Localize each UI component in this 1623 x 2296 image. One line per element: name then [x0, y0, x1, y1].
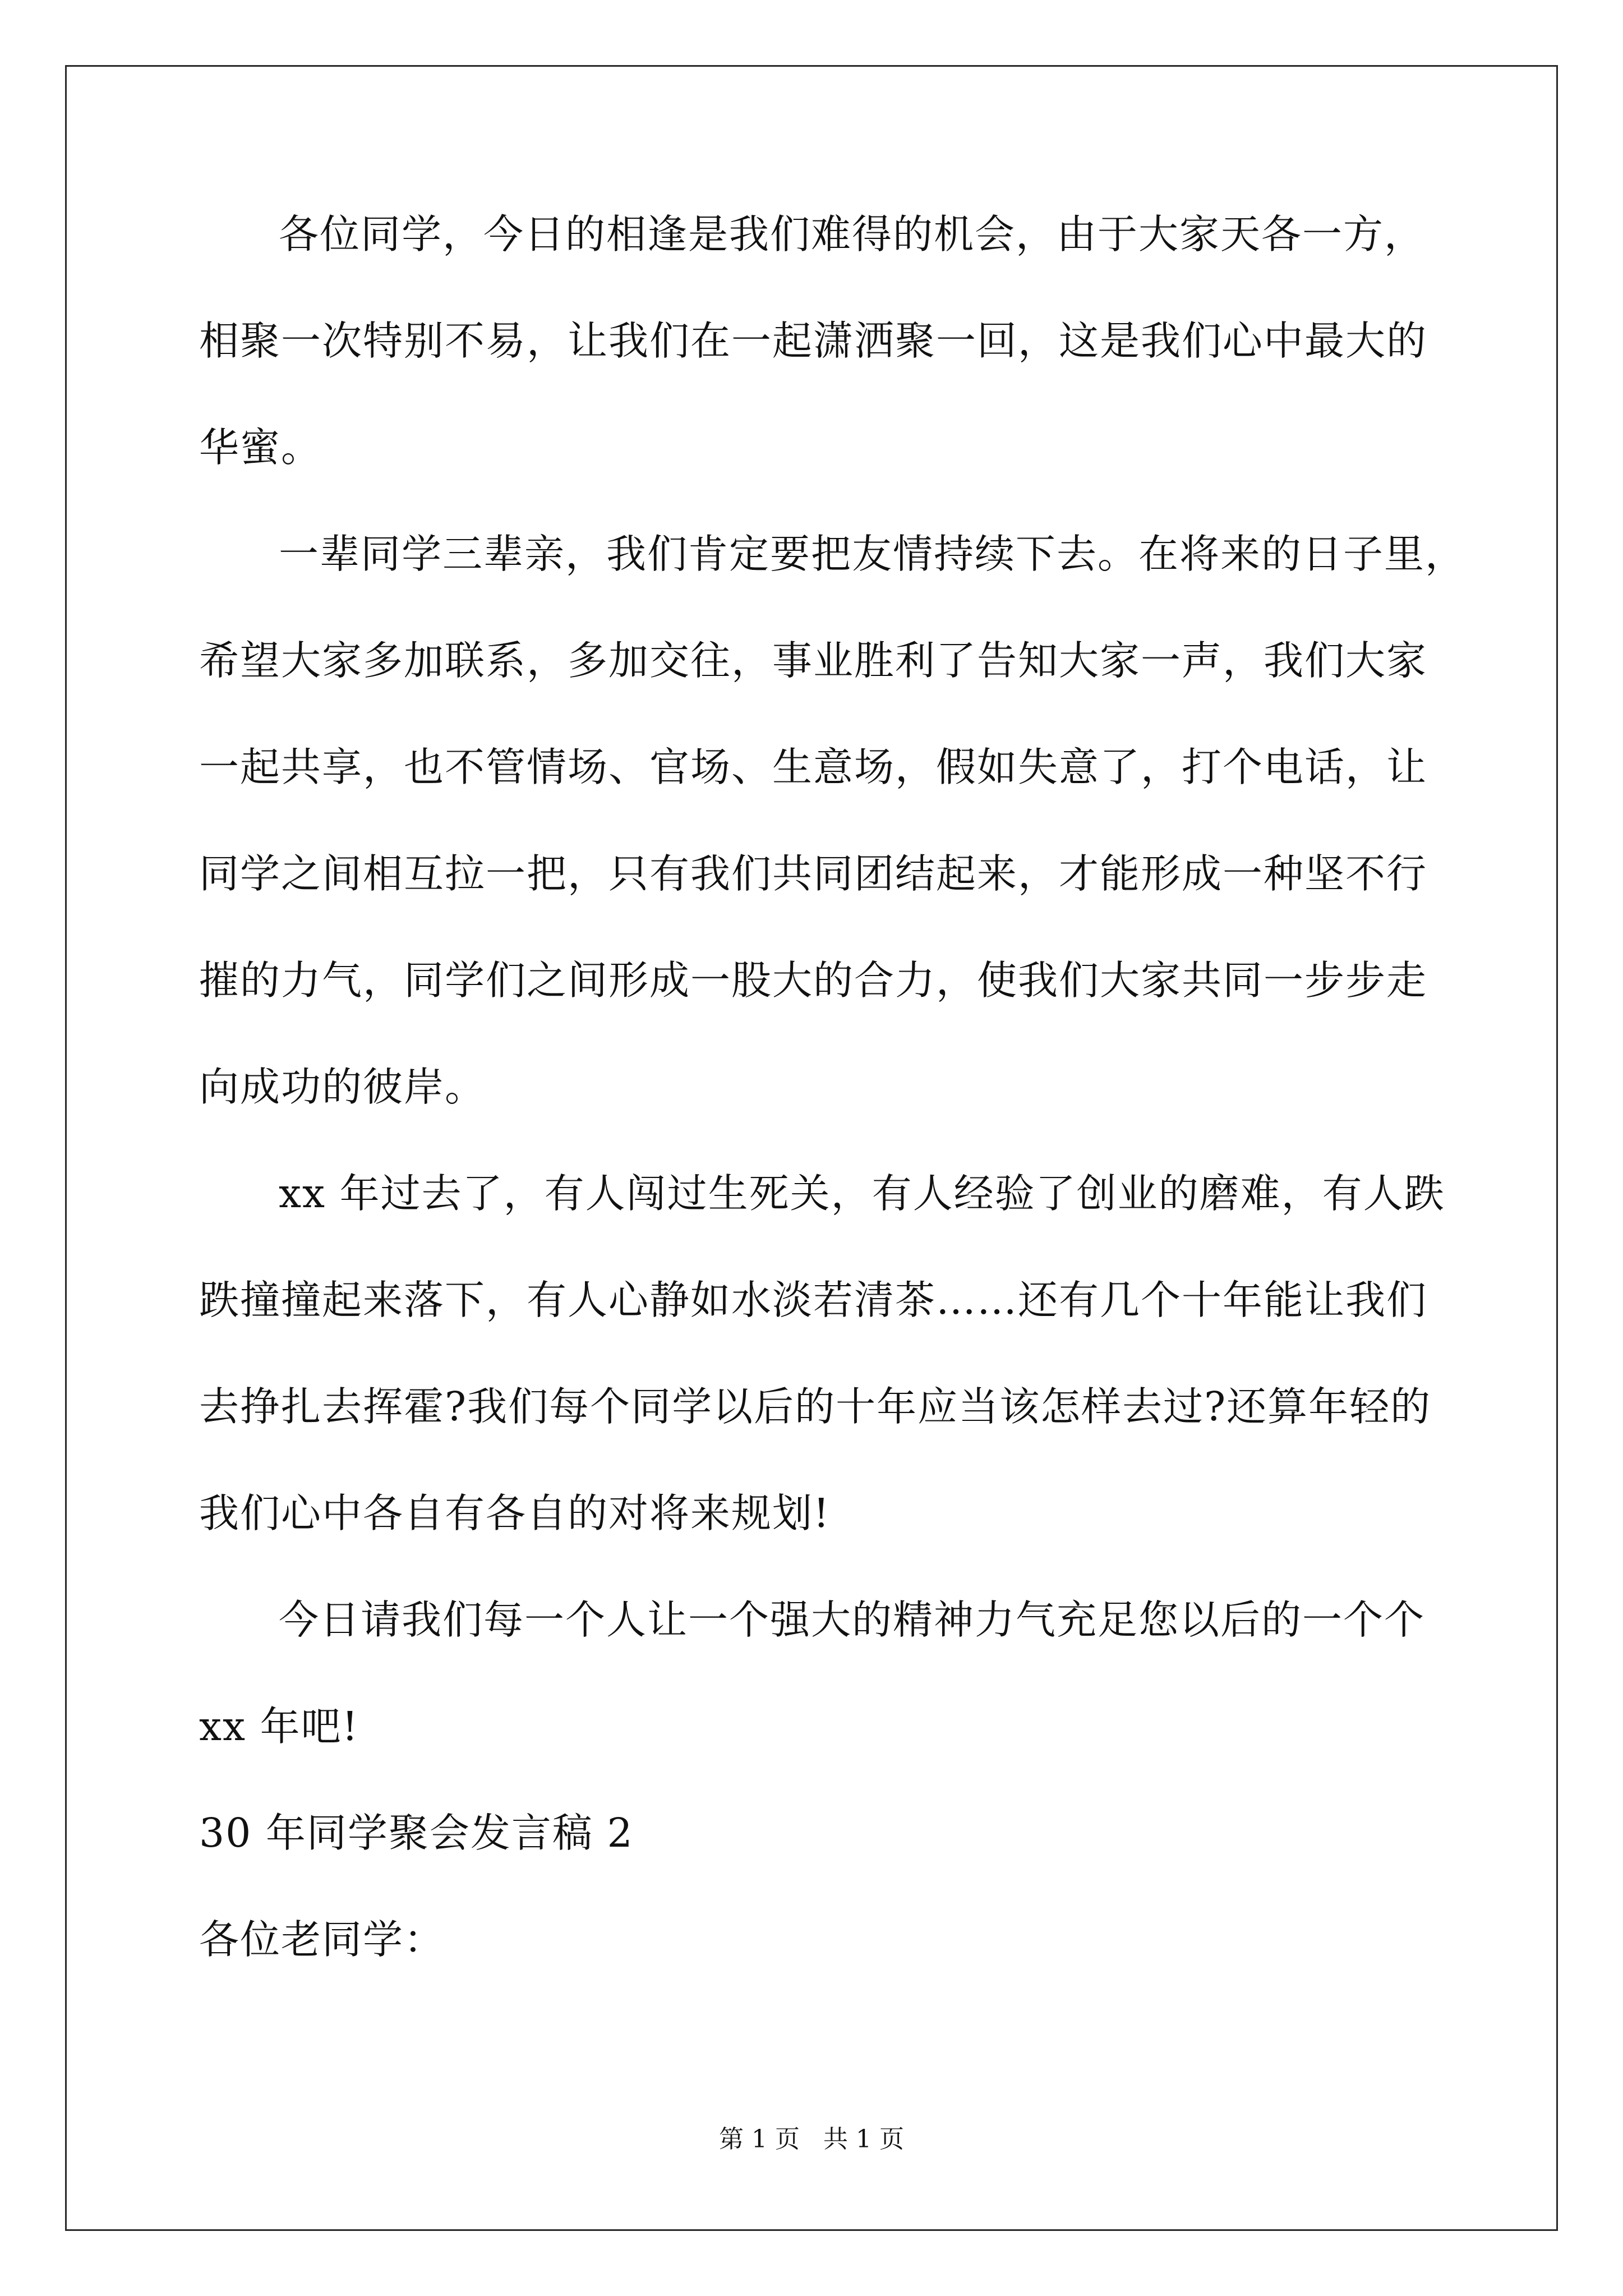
paragraph-3-line-2: 跌撞撞起来落下，有人心静如水淡若清茶……还有几个十年能让我们 [199, 1277, 1428, 1323]
paragraph-4-line-1: 今日请我们每一个人让一个强大的精神力气充足您以后的一个个 [279, 1596, 1426, 1643]
paragraph-4-line-2: xx 年吧! [199, 1703, 359, 1750]
paragraph-2-line-5: 摧的力气，同学们之间形成一股大的合力，使我们大家共同一步步走 [199, 957, 1428, 1004]
paragraph-1-line-2: 相聚一次特别不易，让我们在一起潇洒聚一回，这是我们心中最大的 [199, 318, 1428, 364]
paragraph-3-line-3: 去挣扎去挥霍?我们每个同学以后的十年应当该怎样去过?还算年轻的 [199, 1383, 1432, 1430]
paragraph-2-line-6: 向成功的彼岸。 [199, 1064, 486, 1110]
paragraph-1-line-3: 华蜜。 [199, 424, 322, 471]
section-heading: 30 年同学聚会发言稿 2 [199, 1810, 634, 1856]
paragraph-1-line-1: 各位同学，今日的相逢是我们难得的机会，由于大家天各一方， [279, 211, 1426, 257]
page-footer: 第 1 页 共 1 页 [719, 2125, 904, 2154]
paragraph-3-line-1: xx 年过去了，有人闯过生死关，有人经验了创业的磨难，有人跌 [279, 1170, 1445, 1217]
paragraph-2-line-2: 希望大家多加联系，多加交往，事业胜利了告知大家一声，我们大家 [199, 637, 1428, 684]
page-border [65, 65, 1558, 2231]
paragraph-3-line-4: 我们心中各自有各自的对将来规划! [199, 1490, 831, 1536]
paragraph-2-line-3: 一起共享，也不管情场、官场、生意场，假如失意了，打个电话，让 [199, 744, 1428, 790]
paragraph-2-line-1: 一辈同学三辈亲，我们肯定要把友情持续下去。在将来的日子里， [279, 531, 1467, 577]
paragraph-2-line-4: 同学之间相互拉一把，只有我们共同团结起来，才能形成一种坚不行 [199, 850, 1428, 897]
salutation: 各位老同学： [199, 1916, 445, 1963]
